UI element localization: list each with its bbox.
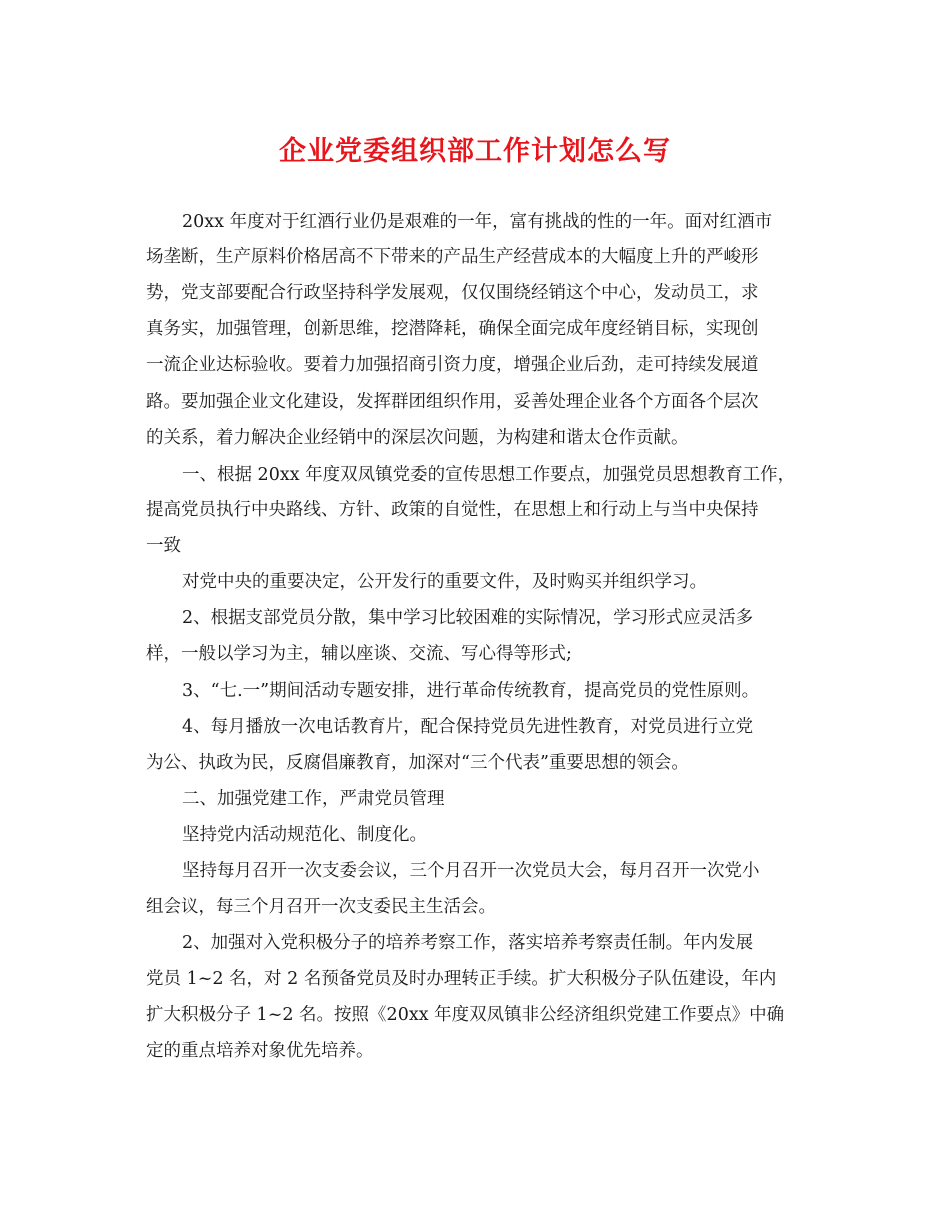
body-line: 二、加强党建工作，严肃党员管理 [182, 789, 445, 809]
body-line: 的关系，着力解决企业经销中的深层次问题，为构建和谐太仓作贡献。 [146, 428, 689, 448]
body-line: 4、每月播放一次电话教育片，配合保持党员先进性教育，对党员进行立党 [182, 717, 754, 737]
body-line: 20xx 年度对于红酒行业仍是艰难的一年，富有挑战的性的一年。面对红酒市 [182, 212, 773, 232]
body-line: 扩大积极分子 1~2 名。按照《20xx 年度双凤镇非公经济组织党建工作要点》中确 [146, 1005, 785, 1025]
body-line: 定的重点培养对象优先培养。 [146, 1041, 374, 1061]
body-line: 为公、执政为民，反腐倡廉教育，加深对“三个代表”重要思想的领会。 [146, 753, 689, 773]
body-line: 党员 1~2 名，对 2 名预备党员及时办理转正手续。扩大积极分子队伍建设，年内 [146, 969, 777, 989]
body-line: 路。要加强企业文化建设，发挥群团组织作用，妥善处理企业各个方面各个层次 [146, 392, 759, 412]
body-line: 一流企业达标验收。要着力加强招商引资力度，增强企业后劲，走可持续发展道 [146, 355, 759, 375]
body-line: 2、加强对入党积极分子的培养考察工作，落实培养考察责任制。年内发展 [182, 933, 754, 953]
body-line: 组会议，每三个月召开一次支委民主生活会。 [146, 897, 496, 917]
body-line: 2、根据支部党员分散，集中学习比较困难的实际情况，学习形式应灵活多 [182, 608, 754, 628]
body-line: 坚持党内活动规范化、制度化。 [182, 825, 427, 845]
body-line: 真务实，加强管理，创新思维，挖潜降耗，确保全面完成年度经销目标，实现创 [146, 319, 759, 339]
body-line: 一、根据 20xx 年度双凤镇党委的宣传思想工作要点，加强党员思想教育工作， [182, 465, 796, 485]
body-line: 样，一般以学习为主，辅以座谈、交流、写心得等形式; [146, 644, 572, 664]
body-line: 势，党支部要配合行政坚持科学发展观，仅仅围绕经销这个中心，发动员工，求 [146, 283, 759, 303]
body-line: 场垄断，生产原料价格居高不下带来的产品生产经营成本的大幅度上升的严峻形 [146, 247, 759, 267]
body-line: 坚持每月召开一次支委会议，三个月召开一次党员大会，每月召开一次党小 [182, 861, 760, 881]
body-line: 3、“七.一”期间活动专题安排，进行革命传统教育，提高党员的党性原则。 [182, 681, 760, 701]
body-line: 提高党员执行中央路线、方针、政策的自觉性，在思想上和行动上与当中央保持 [146, 500, 759, 520]
body-line: 对党中央的重要决定，公开发行的重要文件，及时购买并组织学习。 [182, 572, 707, 592]
document-title: 企业党委组织部工作计划怎么写 [279, 136, 671, 167]
body-line: 一致 [146, 536, 181, 556]
